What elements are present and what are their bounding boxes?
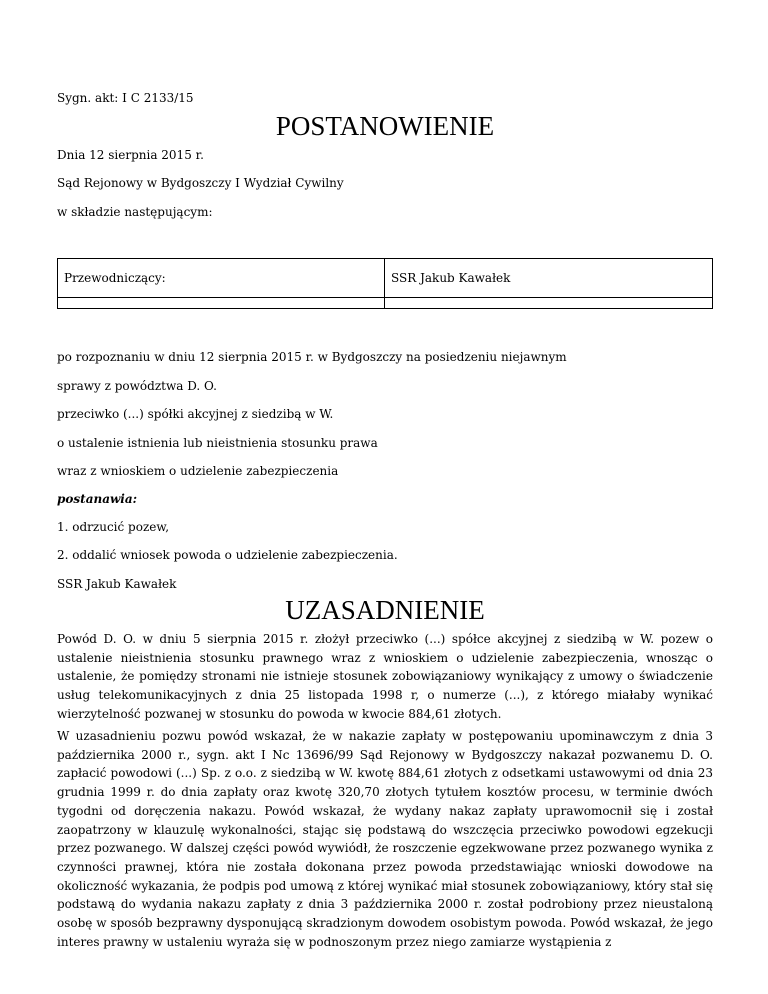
- justification-paragraph: Powód D. O. w dniu 5 sierpnia 2015 r. złożył przeciwko (...) spółce akcyjnej z siedzibą w W. pozew o ustalenie nieistnienia stosunku prawnego wraz z wnioskiem o udzielenie zabezpieczenia, wnosząc o ustalenie, że pomiędzy stronami nie istnieje stosunek zobowiązaniowy wynikający z umowy o świadczenie usług telekomunikacyjnych z dnia 25 listopada 1998 r, o numerze (...), z którego miałaby wynikać wierzytelność pozwanej w stosunku do powoda w kwocie 884,61 złotych.: [57, 632, 713, 721]
- justification-title: UZASADNIENIE: [285, 595, 485, 625]
- justification-paragraph: W uzasadnieniu pozwu powód wskazał, że w nakazie zapłaty w postępowaniu upominawczym z dnia 3 października 2000 r., sygn. akt I Nc 13696/99 Sąd Rejonowy w Bydgoszczy nakazał pozwanemu D. O. zapłacić powodowi (...) Sp. z o.o. z siedzibą w W. kwotę 884,61 złotych z odsetkami ustawowymi od dnia 23 grudnia 1999 r. do dnia zapłaty oraz kwotę 320,70 złotych tytułem kosztów procesu, w terminie dwóch tygodni od doręczenia nakazu. Powód wskazał, że wydany nakaz zapłaty uprawomocnił się i został zaopatrzony w klauzulę wykonalności, stając się podstawą do wszczęcia przeciwko powodowi egzekucji przez pozwanego. W dalszej części powód wywiódł, że roszczenie egzekwowane przez pozwanego wynika z czynności prawnej, która nie została dokonana przez powoda przedstawiając wnioski dowodowe na okoliczność wykazania, że podpis pod umową z której wynikać miał stosunek zobowiązaniowy, który stał się podstawą do wydania nakazu zapłaty z dnia 3 października 2000 r. został podrobiony przez nieustaloną osobę w sposób bezprawny dysponującą skradzionym dowodem osobistym powoda. Powód wskazał, że jego interes prawny w ustaleniu wyraża się w podnoszonym przez niego zamiarze wystąpienia z: [57, 729, 713, 949]
- proceedings-line: przeciwko (...) spółki akcyjnej z siedzibą w W.: [57, 407, 334, 421]
- proceedings-line: po rozpoznaniu w dniu 12 sierpnia 2015 r. w Bydgoszczy na posiedzeniu niejawnym: [57, 350, 567, 364]
- case-signature: Sygn. akt: I C 2133/15: [57, 91, 194, 105]
- ruling-title: POSTANOWIENIE: [275, 111, 495, 141]
- proceedings-line: wraz z wnioskiem o udzielenie zabezpieczenia: [57, 464, 339, 478]
- ruling-heading: postanawia:: [57, 492, 138, 506]
- signature: SSR Jakub Kawałek: [57, 577, 177, 591]
- ruling-item: 1. odrzucić pozew,: [57, 520, 170, 534]
- proceedings-line: o ustalenie istnienia lub nieistnienia stosunku prawa: [57, 436, 378, 450]
- bench-empty-cell: [385, 298, 713, 309]
- bench-role: Przewodniczący:: [58, 259, 385, 298]
- proceedings-line: sprawy z powództwa D. O.: [57, 379, 217, 393]
- ruling-date: Dnia 12 sierpnia 2015 r.: [57, 148, 204, 162]
- court-name: Sąd Rejonowy w Bydgoszczy I Wydział Cywilny: [57, 176, 344, 190]
- ruling-item: 2. oddalić wniosek powoda o udzielenie zabezpieczenia.: [57, 548, 398, 562]
- bench-table: [57, 258, 713, 309]
- bench-empty-cell: [58, 298, 385, 309]
- composition-label: w składzie następującym:: [57, 205, 213, 219]
- bench-judge: SSR Jakub Kawałek: [385, 259, 713, 298]
